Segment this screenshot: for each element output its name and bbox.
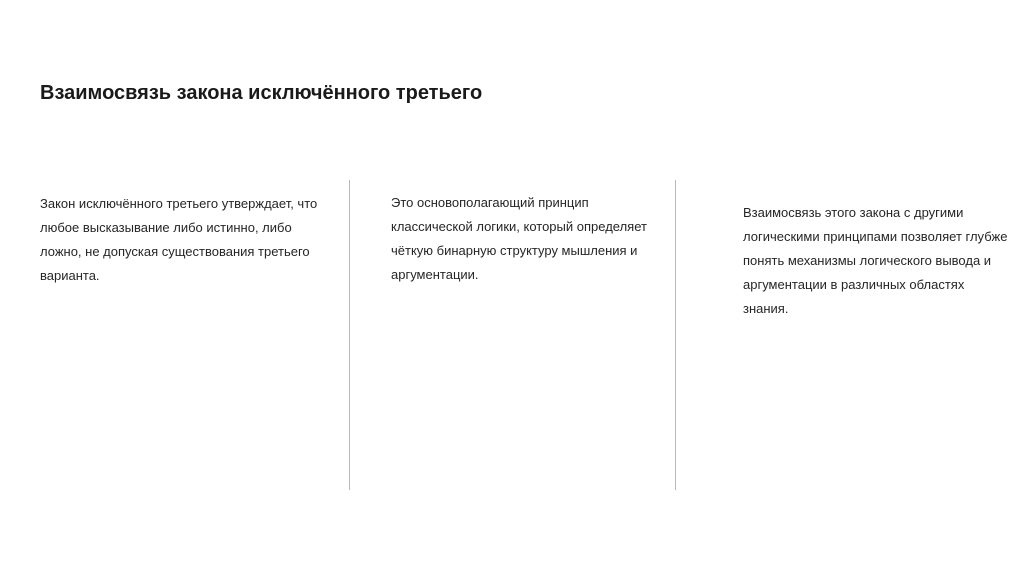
column-divider-1 [349, 180, 350, 490]
column-2-text: Это основополагающий принцип классической логики, который определяет чёткую бинарную структуру мышления и аргументации. [391, 195, 647, 282]
column-divider-2 [675, 180, 676, 490]
column-1-text: Закон исключённого третьего утверждает, что любое высказывание либо истинно, либо ложно, не допуская существования третьего варианта. [40, 196, 318, 283]
slide-title: Взаимосвязь закона исключённого третьего [40, 82, 483, 104]
column-3-text: Взаимосвязь этого закона с другими логическими принципами позволяет глубже понять механизмы логического вывода и аргументации в различных областях знания. [743, 205, 1008, 316]
